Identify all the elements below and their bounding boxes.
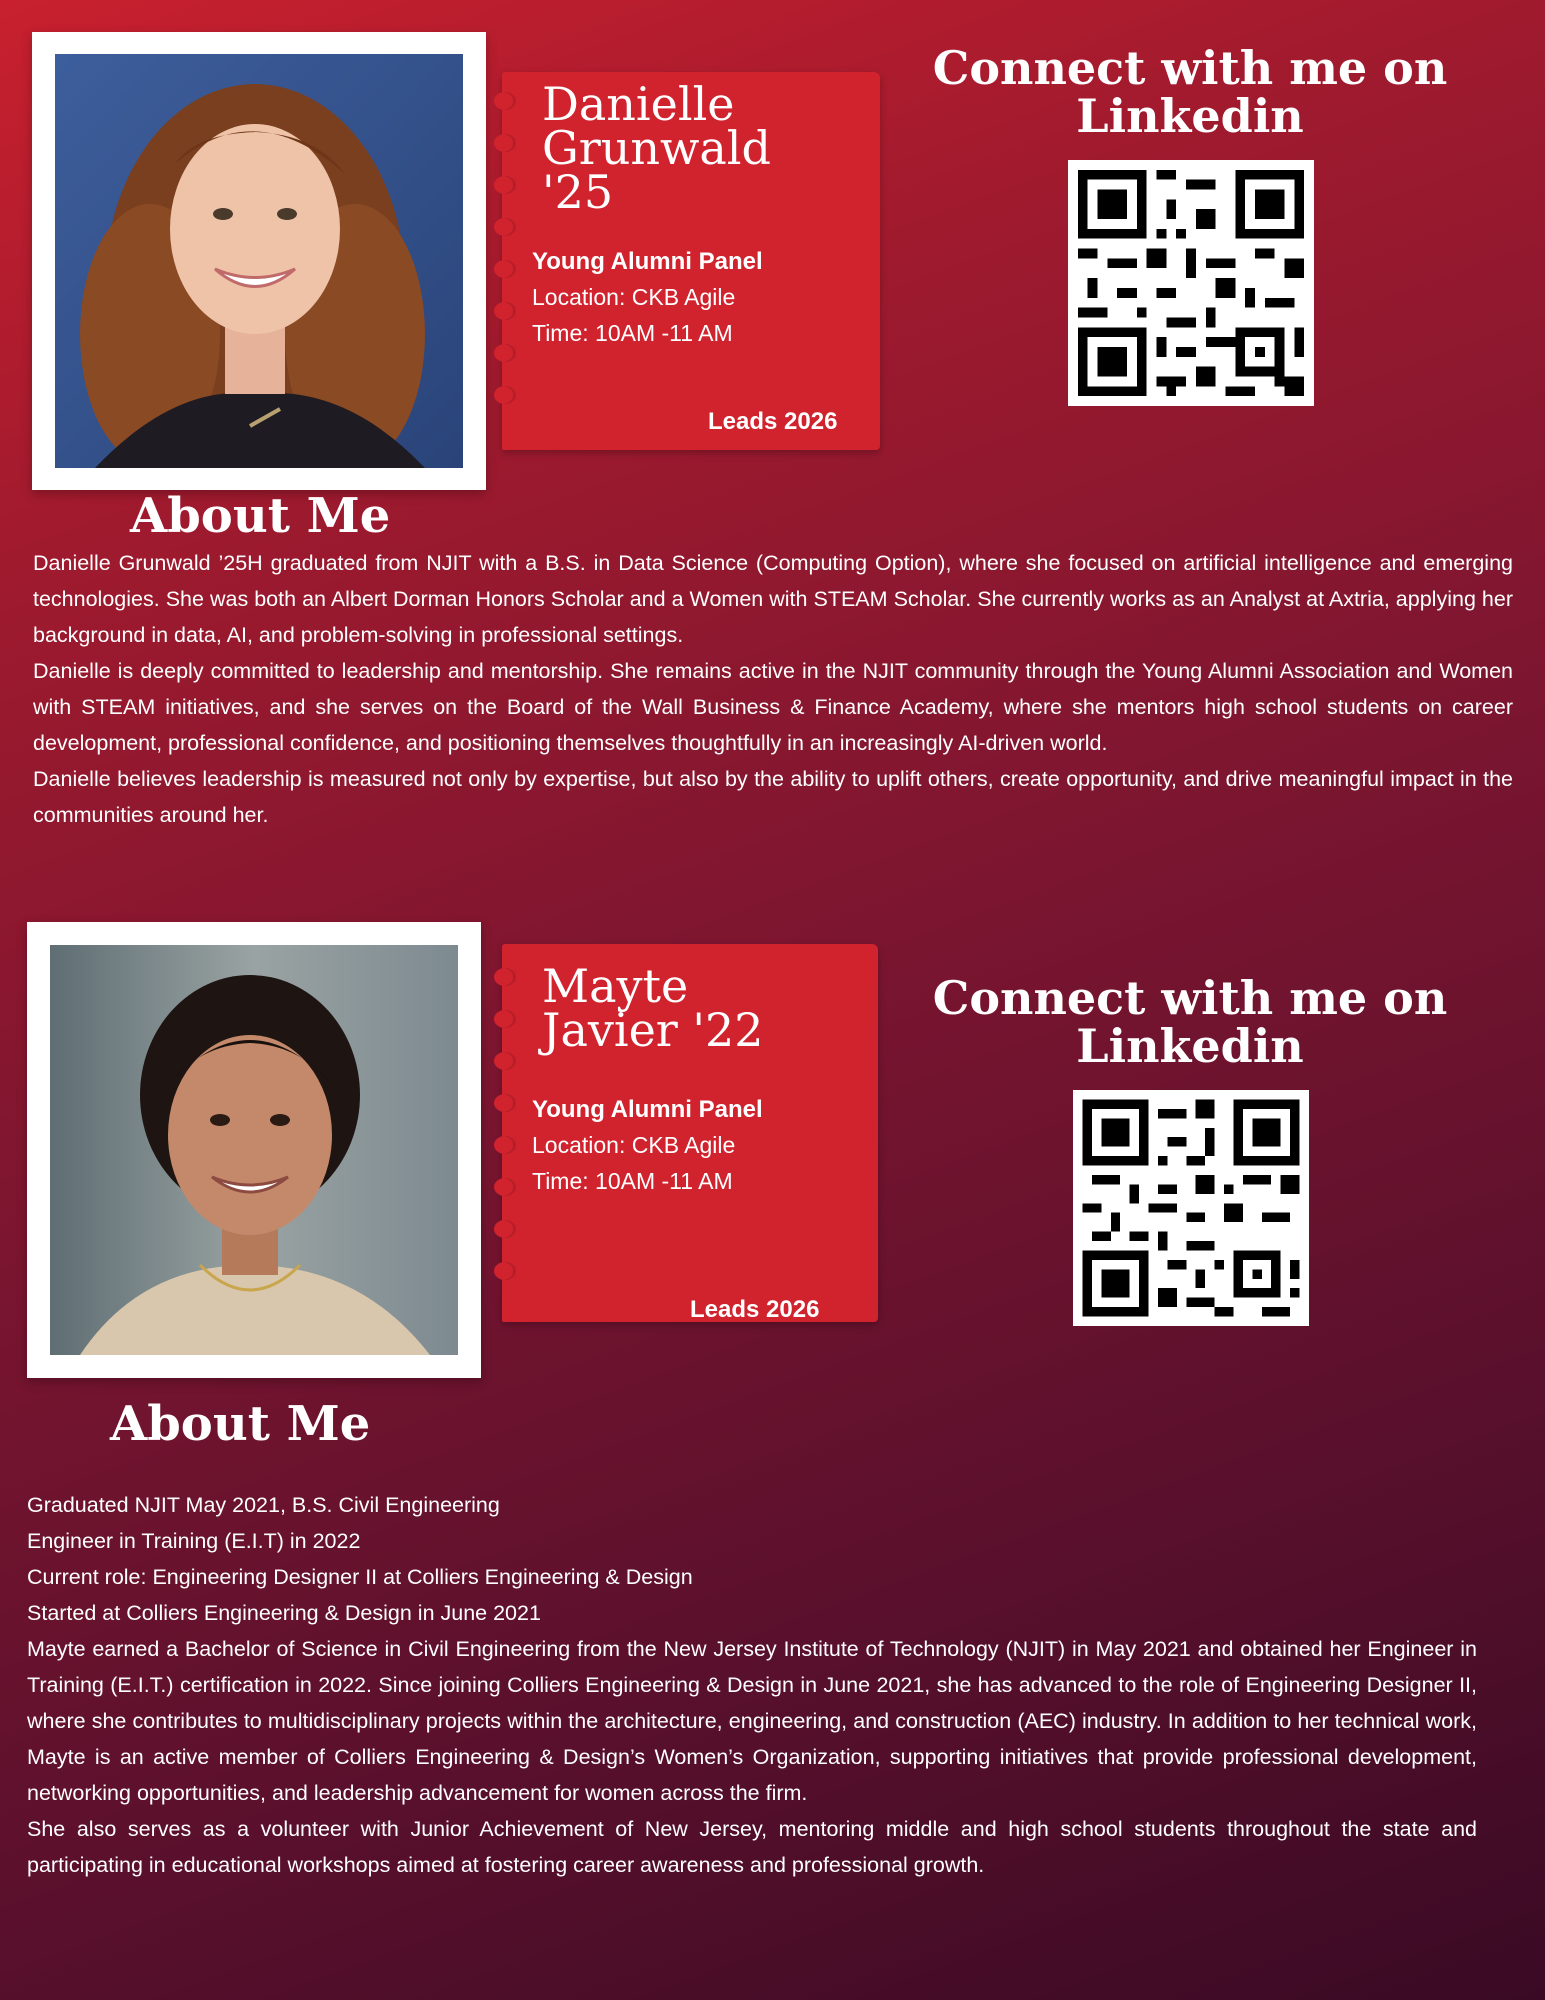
binder-ring [494,218,516,236]
bio-paragraph: Danielle Grunwald ’25H graduated from NJIT with a B.S. in Data Science (Computing Option), where she focused on artificial intelligence and emerging technologies. She was both an Albert Dorman Honors Scholar and a Women with STEAM Scholar. She currently works as an Analyst at Axtria, applying her background in data, AI, and problem-solving in professional settings. [33,551,1513,647]
fact-list [27,1487,1477,1631]
fact-item: Current role: Engineering Designer II at Colliers Engineering & Design [27,1565,693,1589]
info-note-1 [502,72,880,450]
binder-ring [494,1052,516,1070]
binder-ring [494,344,516,362]
bio-text [27,1631,1477,1883]
bio-paragraph: Mayte earned a Bachelor of Science in Civil Engineering from the New Jersey Institute of Technology (NJIT) in May 2021 and obtained her Engineer in Training (E.I.T.) certification in 2022. Since joining Colliers Engineering & Design in June 2021, she has advanced to the role of Engineering Designer II, where she contributes to multidisciplinary projects within the architecture, engineering, and construction (AEC) industry. In addition to her technical work, Mayte is an active member of Colliers Engineering & Design’s Women’s Organization, supporting initiatives that provide professional development, networking opportunities, and leadership advancement for women across the firm. [27,1637,1477,1805]
about-heading: About Me [130,488,391,544]
profile-photo-frame-2 [27,922,481,1378]
leads-label: Leads 2026 [690,1296,820,1323]
binder-ring [494,968,516,986]
profile-photo-frame-1 [32,32,486,490]
binder-ring [494,1010,516,1028]
location-text: Location: CKB Agile [532,1132,736,1158]
panel-title: Young Alumni Panel [532,1096,763,1123]
connect-heading: Connect with me on Linkedin [932,971,1448,1073]
profile-photo-2 [50,945,458,1355]
linkedin-qr-code[interactable] [1068,160,1314,406]
bio-paragraph: Danielle is deeply committed to leadership and mentorship. She remains active in the NJIT community through the Young Alumni Association and Women with STEAM initiatives, and she serves on the Board of the Wall Business & Finance Academy, where she mentors high school students on career development, professional confidence, and positioning themselves thoughtfully in an increasingly AI-driven world. [33,659,1513,755]
binder-ring [494,1178,516,1196]
binder-ring [494,176,516,194]
about-heading: About Me [110,1396,371,1452]
binder-ring [494,1220,516,1238]
time-text: Time: 10AM -11 AM [532,1168,733,1194]
bio-paragraph: She also serves as a volunteer with Junior Achievement of New Jersey, mentoring middle and high school students throughout the state and participating in educational workshops aimed at fostering career awareness and professional growth. [27,1817,1477,1877]
profile-name: Mayte Javier '22 [542,959,764,1057]
binder-ring [494,92,516,110]
panel-title: Young Alumni Panel [532,248,763,275]
time-text: Time: 10AM -11 AM [532,320,733,346]
fact-item: Started at Colliers Engineering & Design in June 2021 [27,1601,541,1625]
profile-photo-1 [55,54,463,468]
linkedin-qr-code[interactable] [1073,1090,1309,1326]
bio-paragraph: Danielle believes leadership is measured not only by expertise, but also by the ability to uplift others, create opportunity, and drive meaningful impact in the communities around her. [33,767,1513,827]
fact-item: Graduated NJIT May 2021, B.S. Civil Engineering [27,1493,500,1517]
binder-ring [494,1136,516,1154]
connect-heading: Connect with me on Linkedin [932,41,1448,143]
binder-ring [494,386,516,404]
leads-label: Leads 2026 [708,408,838,435]
binder-ring [494,260,516,278]
bio-text [33,545,1513,833]
location-text: Location: CKB Agile [532,284,736,310]
binder-ring [494,1262,516,1280]
profile-name: Danielle Grunwald '25 [542,77,771,219]
binder-ring [494,302,516,320]
binder-ring [494,1094,516,1112]
fact-item: Engineer in Training (E.I.T) in 2022 [27,1529,361,1553]
binder-ring [494,134,516,152]
info-note-2 [502,944,878,1322]
